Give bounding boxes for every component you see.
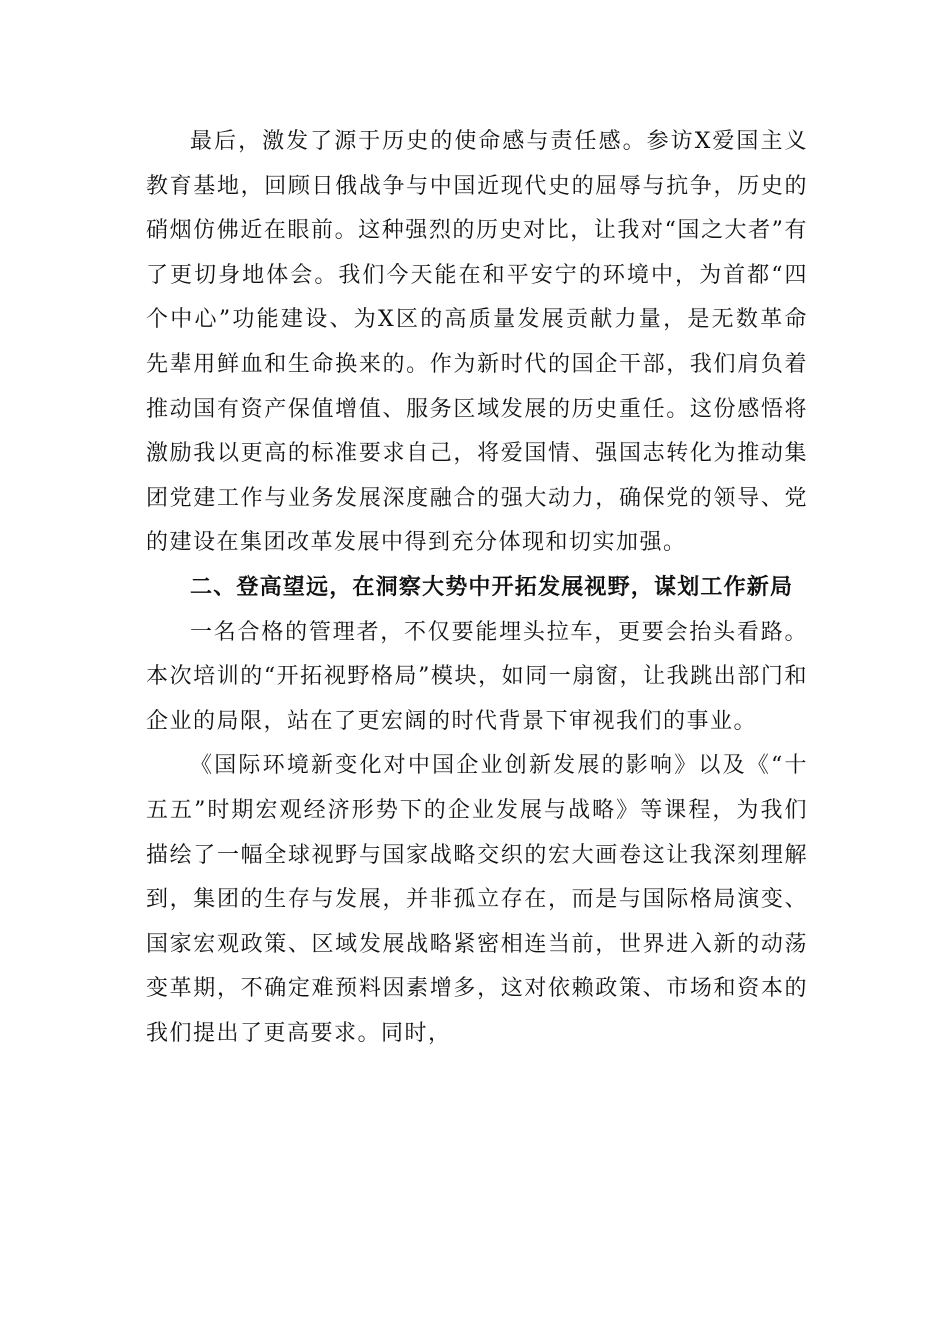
paragraph-manager-vision: 一名合格的管理者，不仅要能埋头拉车，更要会抬头看路。本次培训的“开拓视野格局”模块，如同一扇窗，让我跳出部门和企业的局限，站在了更宏阔的时代背景下审视我们的事业。	[146, 619, 808, 734]
paragraph-courses: 《国际环境新变化对中国企业创新发展的影响》以及《“十五五”时期宏观经济形势下的企业发展与战略》等课程，为我们描绘了一幅全球视野与国家战略交织的宏大画卷这让我深刻理解到，集团的生存与发展，并非孤立存在，而是与国际格局演变、国家宏观政策、区域发展战略紧密相连当前，世界进入新的动荡变革期，不确定难预料因素增多，这对依赖政策、市场和资本的我们提出了更高要求。同时，	[146, 753, 808, 1046]
section-heading-two: 二、登高望远，在洞察大势中开拓发展视野，谋划工作新局	[190, 574, 794, 600]
paragraph-history-mission: 最后，激发了源于历史的使命感与责任感。参访X爱国主义教育基地，回顾日俄战争与中国近现代史的屈辱与抗争，历史的硝烟仿佛近在眼前。这种强烈的历史对比，让我对“国之大者”有了更切身地体会。我们今天能在和平安宁的环境中，为首都“四个中心”功能建设、为X区的高质量发展贡献力量，是无数革命先辈用鲜血和生命换来的。作为新时代的国企干部，我们肩负着推动国有资产保值增值、服务区域发展的历史重任。这份感悟将激励我以更高的标准要求自己，将爱国情、强国志转化为推动集团党建工作与业务发展深度融合的强大动力，确保党的领导、党的建设在集团改革发展中得到充分体现和切实加强。	[146, 129, 808, 556]
document-body	[146, 120, 808, 1056]
